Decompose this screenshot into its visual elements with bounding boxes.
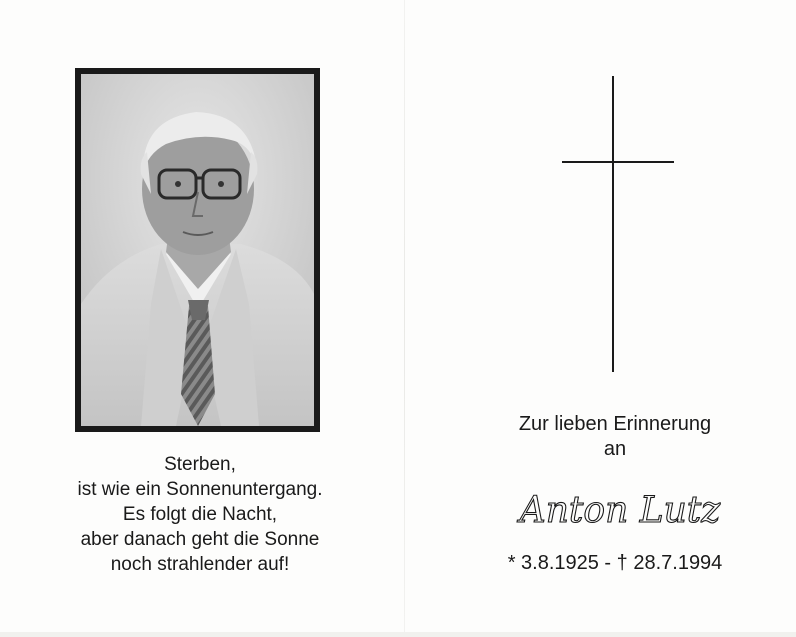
portrait-image [81,74,314,426]
portrait-photo [75,68,320,432]
card-bottom-edge [0,632,796,637]
life-dates: * 3.8.1925 - † 28.7.1994 [507,552,723,574]
deceased-name [490,478,750,538]
remembrance-preposition: an [603,438,627,460]
deceased-name-text: Anton Lutz [519,490,721,531]
poem-line: noch strahlender auf! [110,554,290,575]
remembrance-heading: Zur lieben Erinnerung [518,413,712,435]
poem-line: ist wie ein Sonnenuntergang. [77,479,323,500]
remembrance-text [460,412,770,462]
card-fold [404,0,405,637]
poem-line: aber danach geht die Sonne [80,529,320,550]
poem [40,452,360,577]
poem-line: Sterben, [164,454,236,475]
cross-icon [562,76,674,372]
poem-line: Es folgt die Nacht, [122,504,278,525]
